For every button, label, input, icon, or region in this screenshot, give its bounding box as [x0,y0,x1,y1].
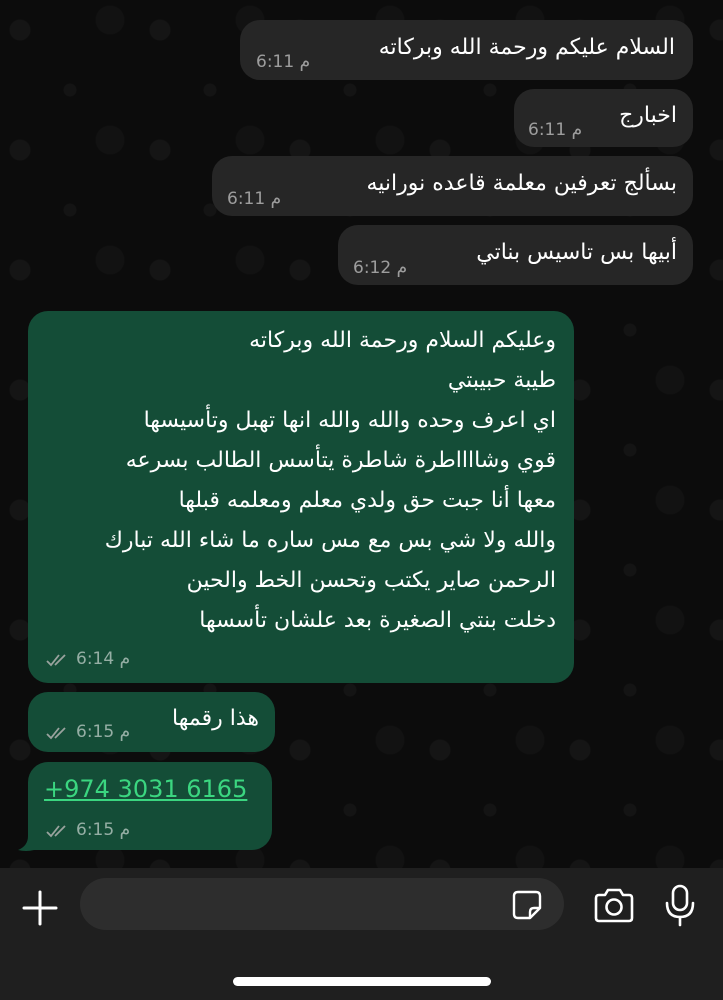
message-line: دخلت بنتي الصغيرة بعد علشان تأسسها [199,608,556,633]
message-line: معها أنا جبت حق ولدي معلم ومعلمه قبلها [178,488,556,513]
message-time: 6:11 م [256,52,311,72]
message-line: الرحمن صاير يكتب وتحسن الخط والحين [186,568,556,593]
incoming-message[interactable] [514,89,693,147]
camera-button[interactable] [592,886,636,926]
message-time: 6:12 م [353,258,408,278]
outgoing-message[interactable] [28,762,272,850]
read-receipt-icon [46,824,72,838]
plus-icon [18,886,62,930]
sticker-icon [510,888,544,922]
outgoing-message[interactable] [28,311,574,683]
message-input[interactable] [80,878,564,930]
bubble-tail-icon [16,836,34,854]
read-receipt-icon [46,726,72,740]
message-time: 6:15 م [76,722,131,742]
message-time: 6:15 م [76,820,131,840]
camera-icon [592,886,636,926]
message-text: اخبارج [619,103,677,128]
microphone-button[interactable] [664,883,696,929]
message-line: وعليكم السلام ورحمة الله وبركاته [249,328,556,353]
message-line: قوي وشااااطرة شاطرة يتأسس الطالب بسرعه [125,448,556,473]
home-indicator[interactable] [233,977,491,986]
message-line: طيبة حبيبتي [447,368,556,393]
phone-number-link[interactable]: +974 3031 6165 [44,775,248,803]
message-text: السلام عليكم ورحمة الله وبركاته [378,35,675,60]
message-text: أبيها بس تاسيس بناتي [476,240,677,265]
message-text: هذا رقمها [172,706,259,731]
read-receipt-icon [46,653,72,667]
outgoing-message[interactable] [28,692,275,752]
message-time: 6:14 م [76,649,131,669]
incoming-message[interactable] [212,156,693,216]
sticker-button[interactable] [510,888,544,922]
attach-button[interactable] [18,886,62,930]
message-time: 6:11 م [528,120,583,140]
message-line: والله ولا شي بس مع مس ساره ما شاء الله تبارك [104,528,556,553]
incoming-message[interactable] [338,225,693,285]
message-time: 6:11 م [227,189,282,209]
message-text: بسألج تعرفين معلمة قاعده نورانيه [366,171,677,196]
microphone-icon [664,883,696,929]
message-line: اي اعرف وحده والله والله انها تهبل وتأسيسها [143,408,556,433]
incoming-message[interactable] [240,20,693,80]
